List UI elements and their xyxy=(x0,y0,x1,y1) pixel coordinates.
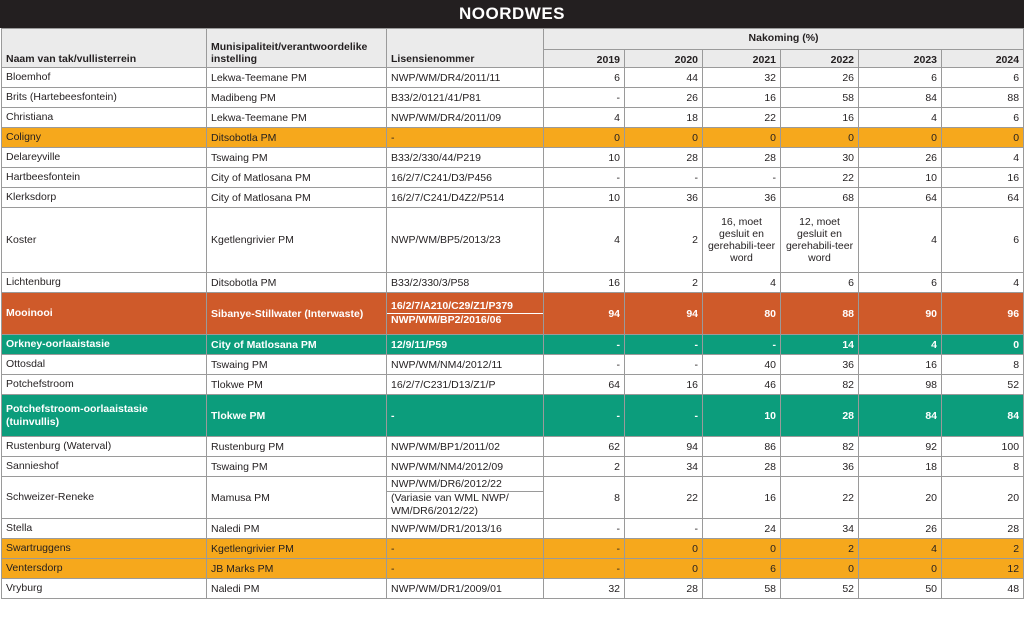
license-cell: NWP/WM/NM4/2012/11 xyxy=(387,355,544,375)
compliance-value-cell: 84 xyxy=(859,88,942,108)
compliance-value-cell: 16 xyxy=(781,108,859,128)
table-row xyxy=(2,68,1024,88)
compliance-value-cell: - xyxy=(544,168,625,188)
compliance-value-cell: - xyxy=(544,539,625,559)
compliance-value-cell: 82 xyxy=(781,375,859,395)
compliance-value-cell: 6 xyxy=(859,68,942,88)
municipality-cell: Mamusa PM xyxy=(207,477,387,519)
table-row xyxy=(2,539,1024,559)
compliance-value-cell: 32 xyxy=(544,579,625,599)
license-number: NWP/WM/DR6/2012/22 xyxy=(391,477,502,490)
compliance-value-cell: 6 xyxy=(942,208,1024,273)
compliance-value-cell: 12 xyxy=(942,559,1024,579)
site-name-cell: Stella xyxy=(2,519,207,539)
compliance-value-cell: 6 xyxy=(942,108,1024,128)
table-row xyxy=(2,457,1024,477)
site-name-cell: Orkney-oorlaaistasie xyxy=(2,335,207,355)
compliance-value-cell: 52 xyxy=(781,579,859,599)
municipality-cell: Ditsobotla PM xyxy=(207,128,387,148)
compliance-value-cell: 46 xyxy=(703,375,781,395)
license-cell xyxy=(387,293,544,335)
compliance-value-cell: 0 xyxy=(703,128,781,148)
compliance-value-cell: - xyxy=(703,168,781,188)
compliance-value-cell: 2 xyxy=(942,539,1024,559)
license-cell xyxy=(387,477,544,519)
site-name-cell: Rustenburg (Waterval) xyxy=(2,437,207,457)
table-row xyxy=(2,148,1024,168)
compliance-value-cell: 0 xyxy=(942,128,1024,148)
compliance-value-cell: 34 xyxy=(625,457,703,477)
table-row xyxy=(2,128,1024,148)
compliance-value-cell: 20 xyxy=(859,477,942,519)
compliance-value-cell: - xyxy=(625,395,703,437)
compliance-value-cell: 52 xyxy=(942,375,1024,395)
compliance-value-cell: 28 xyxy=(703,457,781,477)
compliance-value-cell: 0 xyxy=(703,539,781,559)
compliance-value-cell: 34 xyxy=(781,519,859,539)
compliance-value-cell: 86 xyxy=(703,437,781,457)
compliance-value-cell: 0 xyxy=(781,128,859,148)
compliance-value-cell: 96 xyxy=(942,293,1024,335)
compliance-value-cell: 40 xyxy=(703,355,781,375)
table-row xyxy=(2,395,1024,437)
compliance-value-cell: 8 xyxy=(544,477,625,519)
compliance-value-cell: 10 xyxy=(703,395,781,437)
compliance-value-cell: 88 xyxy=(781,293,859,335)
compliance-value-cell: 6 xyxy=(859,273,942,293)
compliance-value-cell: 16 xyxy=(942,168,1024,188)
license-cell: NWP/WM/DR1/2009/01 xyxy=(387,579,544,599)
table-row xyxy=(2,335,1024,355)
site-name-cell: Klerksdorp xyxy=(2,188,207,208)
license-cell: 16/2/7/C241/D3/P456 xyxy=(387,168,544,188)
compliance-value-cell: 8 xyxy=(942,457,1024,477)
compliance-value-cell: 24 xyxy=(703,519,781,539)
compliance-value-cell: 36 xyxy=(703,188,781,208)
compliance-value-cell: 26 xyxy=(859,148,942,168)
header-year: 2024 xyxy=(942,50,1024,68)
compliance-value-cell: 62 xyxy=(544,437,625,457)
compliance-value-cell: 16 xyxy=(703,88,781,108)
table-row xyxy=(2,579,1024,599)
municipality-cell: Naledi PM xyxy=(207,519,387,539)
compliance-value-cell: 100 xyxy=(942,437,1024,457)
table-row xyxy=(2,168,1024,188)
license-cell: NWP/WM/DR4/2011/09 xyxy=(387,108,544,128)
compliance-value-cell: - xyxy=(625,519,703,539)
license-cell: - xyxy=(387,395,544,437)
site-name-cell: Coligny xyxy=(2,128,207,148)
compliance-value-cell: 22 xyxy=(781,477,859,519)
license-cell: - xyxy=(387,559,544,579)
license-number: NWP/WM/BP2/2016/06 xyxy=(387,313,543,327)
municipality-cell: Tlokwe PM xyxy=(207,395,387,437)
license-cell: NWP/WM/BP5/2013/23 xyxy=(387,208,544,273)
compliance-value-cell: 58 xyxy=(703,579,781,599)
site-name-cell: Bloemhof xyxy=(2,68,207,88)
compliance-value-cell: 48 xyxy=(942,579,1024,599)
compliance-value-cell: 0 xyxy=(625,128,703,148)
header-license: Lisensienommer xyxy=(387,29,544,68)
site-name-cell: Delareyville xyxy=(2,148,207,168)
compliance-value-cell: 28 xyxy=(781,395,859,437)
compliance-value-cell: 4 xyxy=(544,208,625,273)
compliance-value-cell: 4 xyxy=(859,108,942,128)
compliance-value-cell: 36 xyxy=(781,457,859,477)
municipality-cell: Lekwa-Teemane PM xyxy=(207,68,387,88)
license-cell: - xyxy=(387,128,544,148)
compliance-value-cell: 88 xyxy=(942,88,1024,108)
table-row xyxy=(2,477,1024,519)
municipality-cell: City of Matlosana PM xyxy=(207,168,387,188)
site-name-cell: Ottosdal xyxy=(2,355,207,375)
compliance-value-cell: 4 xyxy=(942,273,1024,293)
table-row xyxy=(2,559,1024,579)
compliance-value-cell: 10 xyxy=(859,168,942,188)
compliance-value-cell: - xyxy=(625,168,703,188)
compliance-value-cell: 84 xyxy=(942,395,1024,437)
compliance-value-cell: 64 xyxy=(942,188,1024,208)
compliance-value-cell: 22 xyxy=(625,477,703,519)
compliance-value-cell: 28 xyxy=(703,148,781,168)
compliance-value-cell: 22 xyxy=(781,168,859,188)
compliance-value-cell: 22 xyxy=(703,108,781,128)
compliance-value-cell: 80 xyxy=(703,293,781,335)
site-name-cell: Potchefstroom xyxy=(2,375,207,395)
license-cell: NWP/WM/DR1/2013/16 xyxy=(387,519,544,539)
compliance-value-cell: - xyxy=(544,559,625,579)
compliance-value-cell: 26 xyxy=(625,88,703,108)
compliance-value-cell: 2 xyxy=(781,539,859,559)
municipality-cell: Madibeng PM xyxy=(207,88,387,108)
municipality-cell: City of Matlosana PM xyxy=(207,188,387,208)
compliance-value-cell: 6 xyxy=(703,559,781,579)
license-cell: 16/2/7/C241/D4Z2/P514 xyxy=(387,188,544,208)
site-name-cell: Schweizer-Reneke xyxy=(2,477,207,519)
table-row xyxy=(2,375,1024,395)
compliance-value-cell: 16 xyxy=(544,273,625,293)
compliance-value-cell: 16, moet gesluit en gerehabili-teer word xyxy=(703,208,781,273)
compliance-value-cell: - xyxy=(625,335,703,355)
license-number: 16/2/7/A210/C29/Z1/P379 xyxy=(391,300,514,312)
license-cell: B33/2/330/44/P219 xyxy=(387,148,544,168)
compliance-value-cell: 0 xyxy=(781,559,859,579)
municipality-cell: JB Marks PM xyxy=(207,559,387,579)
compliance-value-cell: 6 xyxy=(544,68,625,88)
compliance-value-cell: 4 xyxy=(859,539,942,559)
municipality-cell: Sibanye-Stillwater (Interwaste) xyxy=(207,293,387,335)
site-name-cell: Mooinooi xyxy=(2,293,207,335)
header-municipality: Munisipaliteit/verantwoordelike instelling xyxy=(207,29,387,68)
site-name-cell: Vryburg xyxy=(2,579,207,599)
compliance-value-cell: 36 xyxy=(625,188,703,208)
site-name-cell: Sannieshof xyxy=(2,457,207,477)
license-cell: 12/9/11/P59 xyxy=(387,335,544,355)
compliance-value-cell: 82 xyxy=(781,437,859,457)
compliance-value-cell: - xyxy=(544,335,625,355)
table-row xyxy=(2,108,1024,128)
compliance-value-cell: 0 xyxy=(625,559,703,579)
compliance-value-cell: 2 xyxy=(625,273,703,293)
compliance-value-cell: 4 xyxy=(703,273,781,293)
license-cell: NWP/WM/BP1/2011/02 xyxy=(387,437,544,457)
license-number: (Variasie van WML NWP/ WM/DR6/2012/22) xyxy=(387,491,543,518)
compliance-value-cell: 16 xyxy=(859,355,942,375)
compliance-value-cell: 98 xyxy=(859,375,942,395)
site-name-cell: Ventersdorp xyxy=(2,559,207,579)
site-name-cell: Hartbeesfontein xyxy=(2,168,207,188)
compliance-value-cell: 64 xyxy=(544,375,625,395)
header-compliance: Nakoming (%) xyxy=(544,29,1024,50)
header-year: 2019 xyxy=(544,50,625,68)
municipality-cell: Naledi PM xyxy=(207,579,387,599)
municipality-cell: Tswaing PM xyxy=(207,148,387,168)
municipality-cell: Kgetlengrivier PM xyxy=(207,208,387,273)
compliance-value-cell: - xyxy=(703,335,781,355)
compliance-value-cell: 2 xyxy=(544,457,625,477)
compliance-value-cell: - xyxy=(625,355,703,375)
site-name-cell: Lichtenburg xyxy=(2,273,207,293)
table-row xyxy=(2,519,1024,539)
compliance-value-cell: 2 xyxy=(625,208,703,273)
compliance-value-cell: 90 xyxy=(859,293,942,335)
compliance-value-cell: - xyxy=(544,519,625,539)
table-row xyxy=(2,88,1024,108)
compliance-value-cell: 84 xyxy=(859,395,942,437)
compliance-value-cell: 6 xyxy=(942,68,1024,88)
compliance-value-cell: 6 xyxy=(781,273,859,293)
municipality-cell: Lekwa-Teemane PM xyxy=(207,108,387,128)
compliance-value-cell: 28 xyxy=(942,519,1024,539)
compliance-value-cell: 50 xyxy=(859,579,942,599)
compliance-value-cell: 0 xyxy=(942,335,1024,355)
table-row xyxy=(2,208,1024,273)
table-body xyxy=(2,68,1024,599)
license-cell: 16/2/7/C231/D13/Z1/P xyxy=(387,375,544,395)
header-year: 2023 xyxy=(859,50,942,68)
license-cell: B33/2/0121/41/P81 xyxy=(387,88,544,108)
compliance-value-cell: - xyxy=(544,88,625,108)
compliance-value-cell: 92 xyxy=(859,437,942,457)
compliance-value-cell: 10 xyxy=(544,148,625,168)
table-row xyxy=(2,188,1024,208)
compliance-value-cell: 0 xyxy=(544,128,625,148)
compliance-value-cell: 18 xyxy=(625,108,703,128)
compliance-value-cell: 14 xyxy=(781,335,859,355)
table-row xyxy=(2,273,1024,293)
compliance-value-cell: 4 xyxy=(859,208,942,273)
municipality-cell: City of Matlosana PM xyxy=(207,335,387,355)
compliance-value-cell: 12, moet gesluit en gerehabili-teer word xyxy=(781,208,859,273)
table-row xyxy=(2,437,1024,457)
compliance-value-cell: 16 xyxy=(625,375,703,395)
compliance-value-cell: 4 xyxy=(544,108,625,128)
compliance-value-cell: 58 xyxy=(781,88,859,108)
compliance-value-cell: 20 xyxy=(942,477,1024,519)
compliance-value-cell: 94 xyxy=(544,293,625,335)
license-cell: - xyxy=(387,539,544,559)
municipality-cell: Tswaing PM xyxy=(207,355,387,375)
site-name-cell: Swartruggens xyxy=(2,539,207,559)
municipality-cell: Tlokwe PM xyxy=(207,375,387,395)
compliance-table xyxy=(1,28,1024,599)
site-name-cell: Brits (Hartebeesfontein) xyxy=(2,88,207,108)
compliance-value-cell: 36 xyxy=(781,355,859,375)
compliance-value-cell: 4 xyxy=(859,335,942,355)
compliance-value-cell: 68 xyxy=(781,188,859,208)
compliance-value-cell: 16 xyxy=(703,477,781,519)
municipality-cell: Kgetlengrivier PM xyxy=(207,539,387,559)
table-row xyxy=(2,355,1024,375)
municipality-cell: Ditsobotla PM xyxy=(207,273,387,293)
table-title: NOORDWES xyxy=(0,0,1024,28)
license-cell: NWP/WM/DR4/2011/11 xyxy=(387,68,544,88)
compliance-value-cell: 28 xyxy=(625,579,703,599)
compliance-value-cell: - xyxy=(544,395,625,437)
header-name: Naam van tak/vullisterrein xyxy=(2,29,207,68)
license-cell: NWP/WM/NM4/2012/09 xyxy=(387,457,544,477)
header-year: 2021 xyxy=(703,50,781,68)
compliance-value-cell: 0 xyxy=(859,128,942,148)
compliance-value-cell: 30 xyxy=(781,148,859,168)
license-cell: B33/2/330/3/P58 xyxy=(387,273,544,293)
compliance-value-cell: 64 xyxy=(859,188,942,208)
compliance-value-cell: 44 xyxy=(625,68,703,88)
compliance-value-cell: 0 xyxy=(625,539,703,559)
site-name-cell: Koster xyxy=(2,208,207,273)
municipality-cell: Tswaing PM xyxy=(207,457,387,477)
compliance-value-cell: 32 xyxy=(703,68,781,88)
compliance-value-cell: 8 xyxy=(942,355,1024,375)
compliance-value-cell: 26 xyxy=(859,519,942,539)
municipality-cell: Rustenburg PM xyxy=(207,437,387,457)
compliance-value-cell: 0 xyxy=(859,559,942,579)
table-row xyxy=(2,293,1024,335)
compliance-value-cell: 4 xyxy=(942,148,1024,168)
compliance-value-cell: - xyxy=(544,355,625,375)
site-name-cell: Potchefstroom-oorlaaistasie (tuinvullis) xyxy=(2,395,207,437)
compliance-value-cell: 28 xyxy=(625,148,703,168)
compliance-value-cell: 10 xyxy=(544,188,625,208)
compliance-value-cell: 26 xyxy=(781,68,859,88)
site-name-cell: Christiana xyxy=(2,108,207,128)
compliance-value-cell: 94 xyxy=(625,437,703,457)
header-year: 2022 xyxy=(781,50,859,68)
header-year: 2020 xyxy=(625,50,703,68)
compliance-value-cell: 94 xyxy=(625,293,703,335)
compliance-value-cell: 18 xyxy=(859,457,942,477)
